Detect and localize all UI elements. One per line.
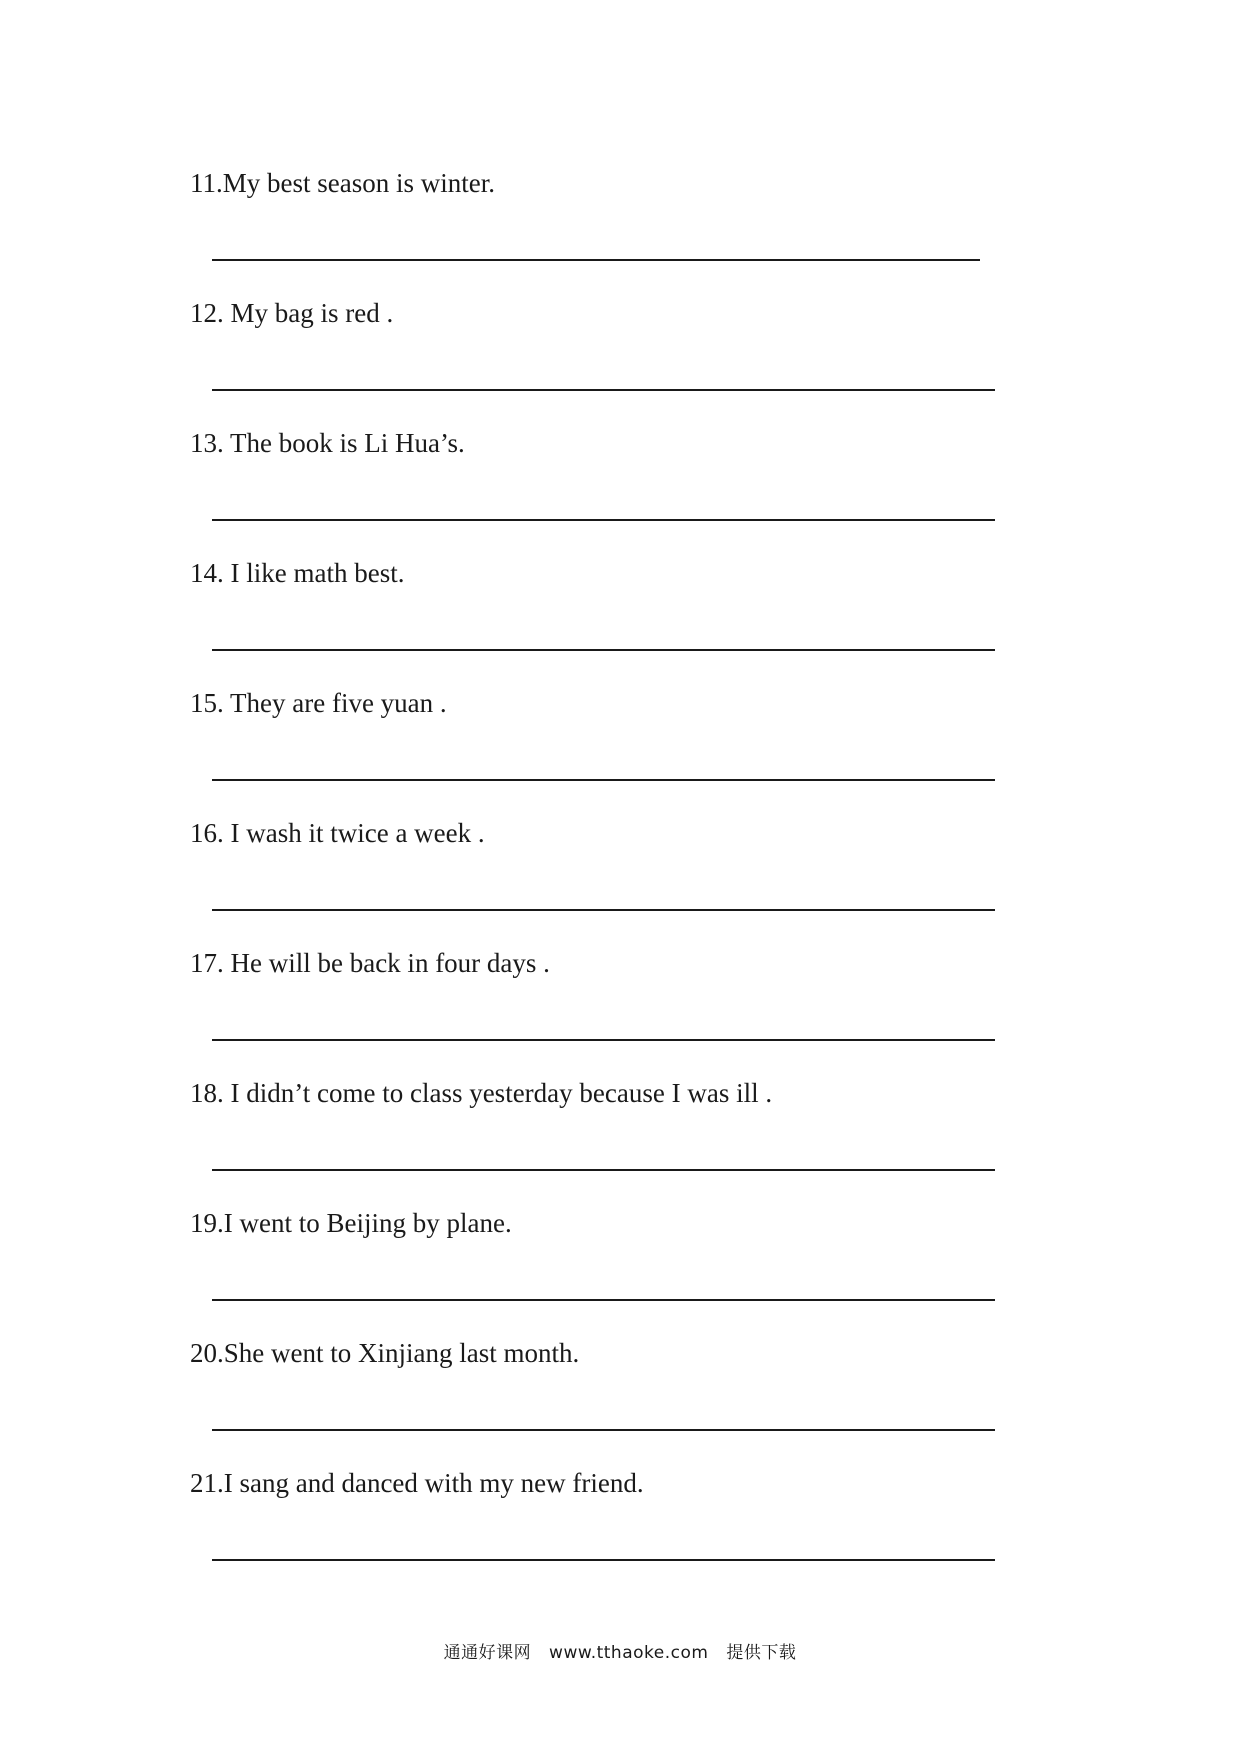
question-text: 16. I wash it twice a week . xyxy=(190,818,485,848)
question-text: 21.I sang and danced with my new friend. xyxy=(190,1468,644,1498)
answer-line[interactable] xyxy=(212,519,995,521)
question-text: 11.My best season is winter. xyxy=(190,168,495,198)
answer-line[interactable] xyxy=(212,259,980,261)
question-text: 19.I went to Beijing by plane. xyxy=(190,1208,512,1238)
question-text: 15. They are five yuan . xyxy=(190,688,447,718)
question-text: 12. My bag is red . xyxy=(190,298,394,328)
answer-line[interactable] xyxy=(212,1429,995,1431)
question-text: 14. I like math best. xyxy=(190,558,405,588)
question-20 xyxy=(190,1336,1010,1466)
question-text: 17. He will be back in four days . xyxy=(190,948,550,978)
question-11 xyxy=(190,166,1010,296)
answer-line[interactable] xyxy=(212,1039,995,1041)
question-text: 18. I didn’t come to class yesterday because I was ill . xyxy=(190,1078,773,1108)
answer-line[interactable] xyxy=(212,779,995,781)
question-21 xyxy=(190,1466,1010,1596)
footer-url: www.tthaoke.com xyxy=(549,1643,709,1663)
answer-line[interactable] xyxy=(212,1559,995,1561)
question-13 xyxy=(190,426,1010,556)
question-18 xyxy=(190,1076,1010,1206)
answer-line[interactable] xyxy=(212,649,995,651)
question-14 xyxy=(190,556,1010,686)
question-12 xyxy=(190,296,1010,426)
question-text: 20.She went to Xinjiang last month. xyxy=(190,1338,580,1368)
answer-line[interactable] xyxy=(212,1299,995,1301)
question-16 xyxy=(190,816,1010,946)
question-17 xyxy=(190,946,1010,1076)
question-15 xyxy=(190,686,1010,816)
page-footer xyxy=(0,1638,1240,1663)
answer-line[interactable] xyxy=(212,1169,995,1171)
footer-note: 提供下载 xyxy=(726,1643,797,1663)
answer-line[interactable] xyxy=(212,389,995,391)
question-19 xyxy=(190,1206,1010,1336)
footer-site-name: 通通好课网 xyxy=(443,1643,532,1663)
question-text: 13. The book is Li Hua’s. xyxy=(190,428,465,458)
answer-line[interactable] xyxy=(212,909,995,911)
